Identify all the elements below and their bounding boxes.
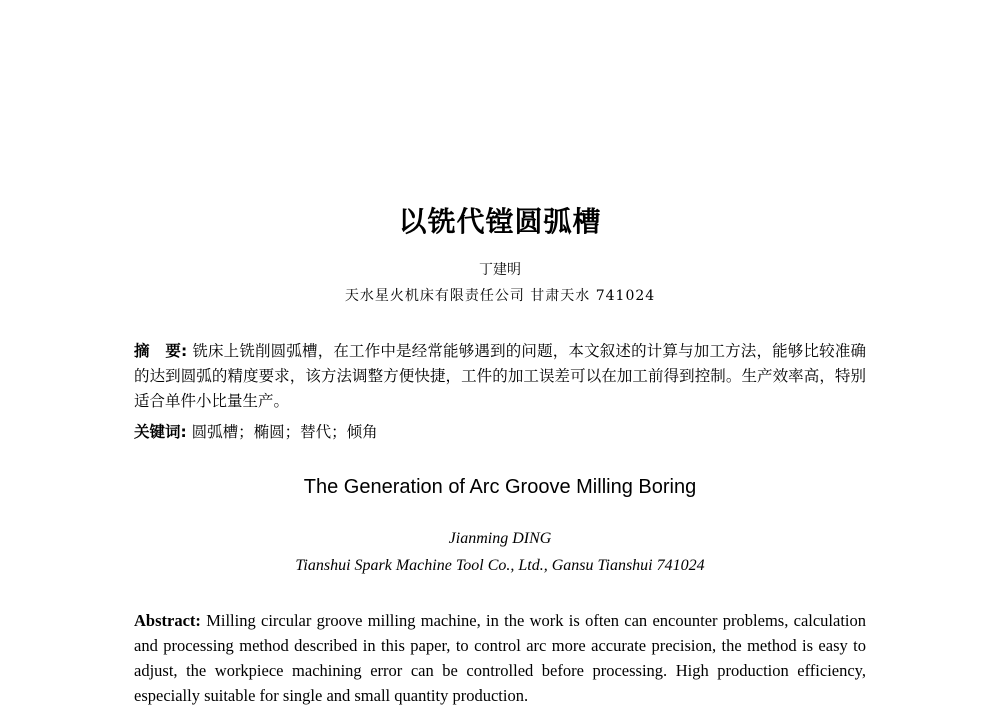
chinese-abstract-text: 铣床上铣削圆弧槽，在工作中是经常能够遇到的问题，本文叙述的计算与加工方法，能够比较准确的达到圆弧的精度要求，该方法调整方便快捷，工件的加工误差可以在加工前得到控制。生产效率高，特别适合单件小比量生产。 <box>134 342 866 410</box>
chinese-abstract <box>134 339 866 414</box>
english-abstract-label: Abstract: <box>134 611 201 630</box>
english-author: Jianming DING <box>448 530 552 547</box>
english-abstract-text: Milling circular groove milling machine, in the work is often can encounter problems, calculation and processing method described in this paper, to control arc more accurate precision, the method is easy to adjust, the workpiece machining error can be controlled before processing. High production efficiency, especially suitable for single and small quantity production. <box>134 611 867 705</box>
chinese-keywords-label: 关键词: <box>134 423 187 441</box>
chinese-title: 以铣代镗圆弧槽 <box>398 205 602 238</box>
english-abstract <box>134 608 866 708</box>
english-title: The Generation of Arc Groove Milling Boring <box>303 476 697 498</box>
chinese-affiliation: 天水星火机床有限责任公司 甘肃天水 741024 <box>344 288 656 304</box>
chinese-keywords-text: 圆弧槽；椭圆；替代；倾角 <box>191 423 378 441</box>
chinese-keywords <box>134 420 866 445</box>
chinese-abstract-label: 摘 要: <box>134 342 188 360</box>
english-affiliation: Tianshui Spark Machine Tool Co., Ltd., Gansu Tianshui 741024 <box>295 557 705 574</box>
chinese-author: 丁建明 <box>479 262 521 278</box>
